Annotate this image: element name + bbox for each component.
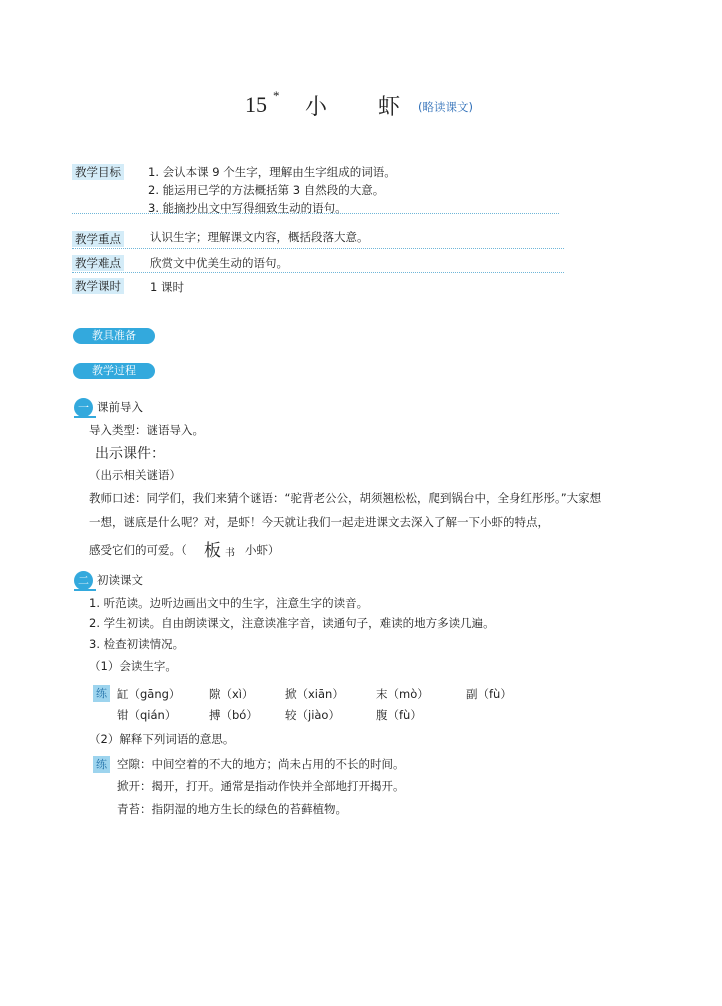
char-pinyin: 末（mò）	[376, 687, 429, 701]
definition: 掀开：揭开，打开。通常是指动作快并全部地打开揭开。	[117, 779, 405, 793]
hours-text: 1 课时	[150, 280, 184, 294]
difficulty-label: 教学难点	[72, 255, 124, 271]
section-number-badge: 一	[74, 398, 93, 417]
courseware-note: （出示相关谜语）	[89, 468, 181, 482]
difficulty-text: 欣赏文中优美生动的语句。	[150, 256, 288, 270]
step-1: 1. 听范读。边听边画出文中的生字，注意生字的读音。	[89, 596, 369, 610]
teacher-speech-line: 一想，谜底是什么呢？对，是虾！今天就让我们一起走进课文去深入了解一下小虾的特点，	[89, 515, 549, 529]
lesson-title: 小 虾	[305, 95, 422, 120]
courseware-label: 出示课件：	[95, 446, 165, 462]
board-mark-small: 书	[225, 548, 235, 559]
hours-label: 教学课时	[72, 278, 124, 294]
practice-icon: 练	[93, 756, 110, 773]
section-underline	[74, 416, 96, 418]
sub-step-2: （2）解释下列词语的意思。	[89, 732, 235, 746]
goal-3: 3. 能摘抄出文中写得细致生动的语句。	[148, 201, 347, 215]
teacher-speech-line: 感受它们的可爱。（	[89, 543, 187, 557]
step-2: 2. 学生初读。自由朗读课文，注意读准字音，读通句子，难读的地方多读几遍。	[89, 616, 495, 630]
key-text: 认识生字；理解课文内容，概括段落大意。	[150, 230, 369, 244]
section-underline	[74, 589, 96, 591]
char-pinyin: 钳（qián）	[117, 708, 177, 722]
char-pinyin: 搏（bó）	[209, 708, 258, 722]
section1-title: 课前导入	[97, 400, 143, 414]
section-number-badge: 二	[74, 571, 93, 590]
char-pinyin: 较（jiào）	[285, 708, 340, 722]
intro-type: 导入类型：谜语导入。	[89, 423, 204, 437]
goal-1: 1. 会认本课 9 个生字，理解由生字组成的词语。	[148, 165, 396, 179]
process-tag: 教学过程	[73, 363, 155, 379]
char-pinyin: 掀（xiān）	[285, 687, 344, 701]
definition: 空隙：中间空着的不大的地方；尚未占用的不长的时间。	[117, 757, 405, 771]
board-text: 小虾）	[245, 543, 280, 557]
sub-step-1: （1）会读生字。	[89, 659, 177, 673]
char-pinyin: 缸（gāng）	[117, 687, 181, 701]
char-pinyin: 副（fù）	[466, 687, 512, 701]
divider	[72, 272, 564, 273]
lesson-star: *	[273, 88, 280, 103]
lesson-number: 15	[245, 92, 267, 117]
key-label: 教学重点	[72, 231, 124, 247]
board-mark: 板	[204, 541, 221, 561]
step-3: 3. 检查初读情况。	[89, 637, 185, 651]
practice-icon: 练	[93, 685, 110, 702]
goal-2: 2. 能运用已学的方法概括第 3 自然段的大意。	[148, 183, 385, 197]
divider	[72, 213, 559, 214]
char-pinyin: 腹（fù）	[376, 708, 422, 722]
definition: 青苔：指阴湿的地方生长的绿色的苔藓植物。	[117, 802, 347, 816]
divider	[72, 248, 564, 249]
prep-tag: 教具准备	[73, 328, 155, 344]
teacher-speech-line: 教师口述：同学们，我们来猜个谜语：“驼背老公公，胡须翘松松，爬到锅台中，全身红彤彤。”大家想	[89, 491, 602, 505]
char-pinyin: 隙（xì）	[209, 687, 254, 701]
goals-label: 教学目标	[72, 164, 124, 180]
lesson-type-note: (略读课文)	[418, 100, 473, 114]
section2-title: 初读课文	[97, 573, 143, 587]
